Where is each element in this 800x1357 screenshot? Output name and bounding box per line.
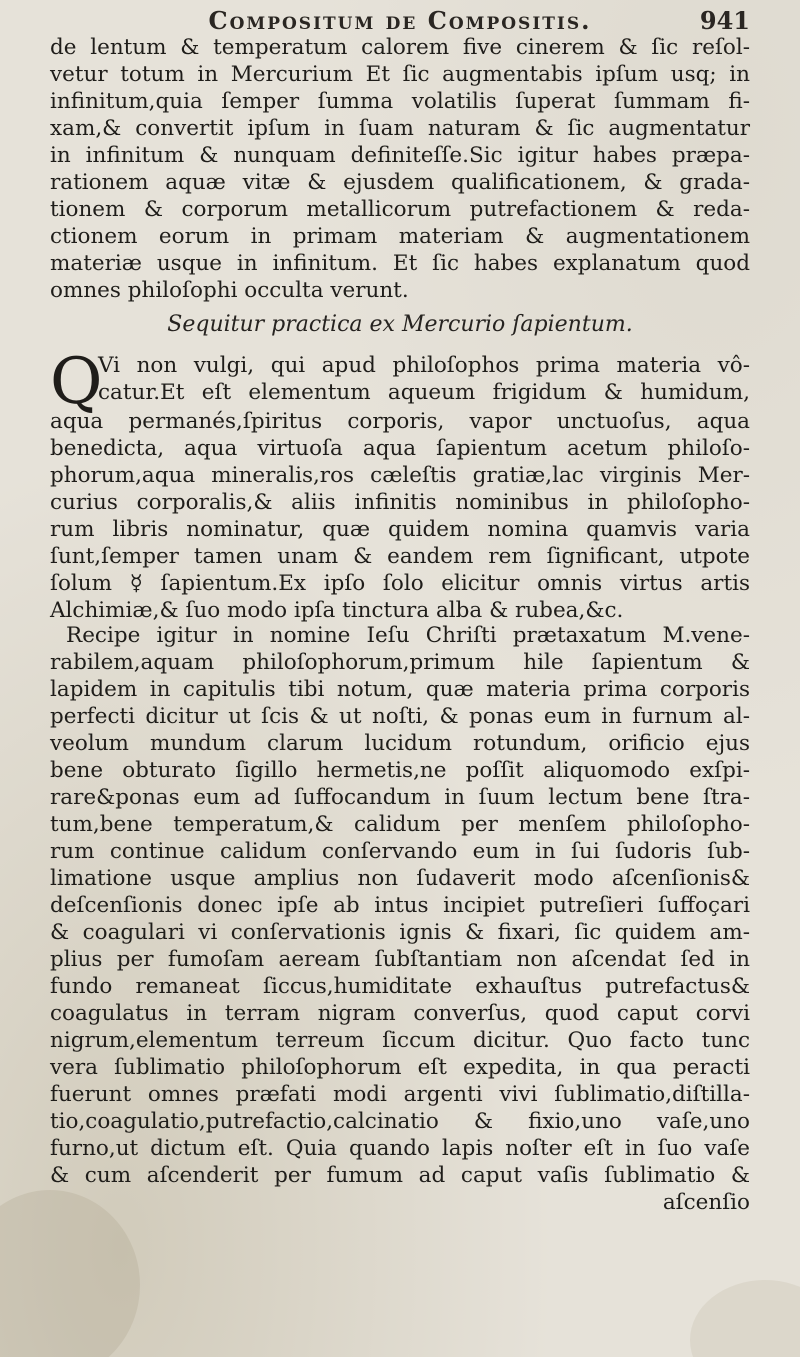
- paragraph-recipe: [50, 622, 750, 1216]
- text-line: infinitum,quia ſemper ſumma volatilis ſuperat ſummam fi-: [50, 89, 750, 114]
- running-head: [40, 6, 760, 36]
- text-line: lapidem in capitulis tibi notum, quæ materia prima corporis: [50, 677, 750, 702]
- catchword: aſcenſio: [662, 1190, 750, 1215]
- text-line: limatione usque amplius non ſudaverit modo aſcenſionis&: [50, 866, 750, 891]
- text-line: rum continue calidum conſervando eum in ſui ſudoris ſub-: [50, 839, 750, 864]
- text-line: vetur totum in Mercurium Et ſic augmentabis ipſum usq; in: [50, 62, 750, 87]
- text-line: rum libris nominatur, quæ quidem nomina quamvis varia: [50, 517, 750, 542]
- text-line: rare&ponas eum ad ſuffocandum in ſuum lectum bene ſtra-: [50, 785, 750, 810]
- text-line: Alchimiæ,& ſuo modo ipſa tinctura alba & rubea,&c.: [50, 598, 624, 623]
- text-line: ſolum ☿ ſapientum.Ex ipſo ſolo elicitur omnis virtus artis: [50, 571, 750, 596]
- text-line: rabilem,aquam philoſophorum,primum hile ſapientum &: [50, 650, 750, 675]
- page-number: 941: [699, 6, 750, 35]
- running-title: Compositum de Compositis.: [208, 6, 592, 35]
- section-heading: Sequitur practica ex Mercurio ſapientum.: [167, 312, 633, 337]
- text-line: vera ſublimatio philoſophorum eſt expedita, in qua peracti: [50, 1055, 750, 1080]
- drop-cap: Q: [50, 345, 103, 419]
- text-line: ſunt,ſemper tamen unam & eandem rem ſignificant, utpote: [50, 544, 750, 569]
- text-line: perfecti dicitur ut ſcis & ut noſti, & ponas eum in furnum al-: [50, 704, 750, 729]
- paragraph-top: [50, 34, 750, 304]
- text-line: furno,ut dictum eſt. Quia quando lapis noſter eſt in ſuo vaſe: [50, 1136, 750, 1161]
- text-line: ctionem eorum in primam materiam & augmentationem: [50, 224, 750, 249]
- text-line: tionem & corporum metallicorum putrefactionem & reda-: [50, 197, 750, 222]
- text-line: de lentum & temperatum calorem five cinerem & ſic reſol-: [50, 35, 750, 60]
- text-line: plius per fumoſam aeream ſubſtantiam non aſcendat ſed in: [50, 947, 750, 972]
- text-line: rationem aquæ vitæ & ejusdem qualificationem, & grada-: [50, 170, 750, 195]
- text-line: coagulatus in terram nigram converſus, quod caput corvi: [50, 1001, 750, 1026]
- text-line: bene obturato ſigillo hermetis,ne poſſit aliquomodo exſpi-: [50, 758, 750, 783]
- text-line: nigrum,elementum terreum ſiccum dicitur. Quo facto tunc: [50, 1028, 750, 1053]
- text-line: veolum mundum clarum lucidum rotundum, orificio ejus: [50, 731, 750, 756]
- text-line: Vi non vulgi, qui apud philoſophos prima materia vô-: [98, 353, 750, 378]
- text-line: xam,& convertit ipſum in ſuam naturam & ſic augmentatur: [50, 116, 750, 141]
- text-line: & cum aſcenderit per fumum ad caput vaſis ſublimatio &: [50, 1163, 750, 1188]
- text-line: in infinitum & nunquam definiteſſe.Sic igitur habes præpa-: [50, 143, 750, 168]
- text-line: tio,coagulatio,putrefactio,calcinatio & fixio,uno vaſe,uno: [50, 1109, 750, 1134]
- paragraph-main: [50, 345, 750, 624]
- text-line: fundo remaneat ſiccus,humiditate exhauſtus putrefactus&: [50, 974, 750, 999]
- text-line: & coagulari vi conſervationis ignis & fixari, ſic quidem am-: [50, 920, 750, 945]
- text-line: tum,bene temperatum,& calidum per menſem philoſopho-: [50, 812, 750, 837]
- text-line: materiæ usque in infinitum. Et ſic habes explanatum quod: [50, 251, 750, 276]
- text-line: benedicta, aqua virtuoſa aqua ſapientum acetum philoſo-: [50, 436, 750, 461]
- text-line: curius corporalis,& aliis infinitis nominibus in philoſopho-: [50, 490, 750, 515]
- text-line: catur.Et eſt elementum aqueum frigidum & humidum,: [98, 380, 750, 405]
- text-line: phorum,aqua mineralis,ros cæleſtis gratiæ,lac virginis Mer-: [50, 463, 750, 488]
- text-line: aqua permanés,ſpiritus corporis, vapor unctuoſus, aqua: [50, 409, 750, 434]
- text-line: fuerunt omnes præfati modi argenti vivi ſublimatio,diſtilla-: [50, 1082, 750, 1107]
- text-line: omnes philoſophi occulta verunt.: [50, 278, 409, 303]
- text-line: deſcenſionis donec ipſe ab intus incipiet putreſieri ſuffoçari: [50, 893, 750, 918]
- page-stain: [690, 1280, 800, 1357]
- text-line: Recipe igitur in nomine Ieſu Chriſti prætaxatum M.vene-: [66, 623, 750, 648]
